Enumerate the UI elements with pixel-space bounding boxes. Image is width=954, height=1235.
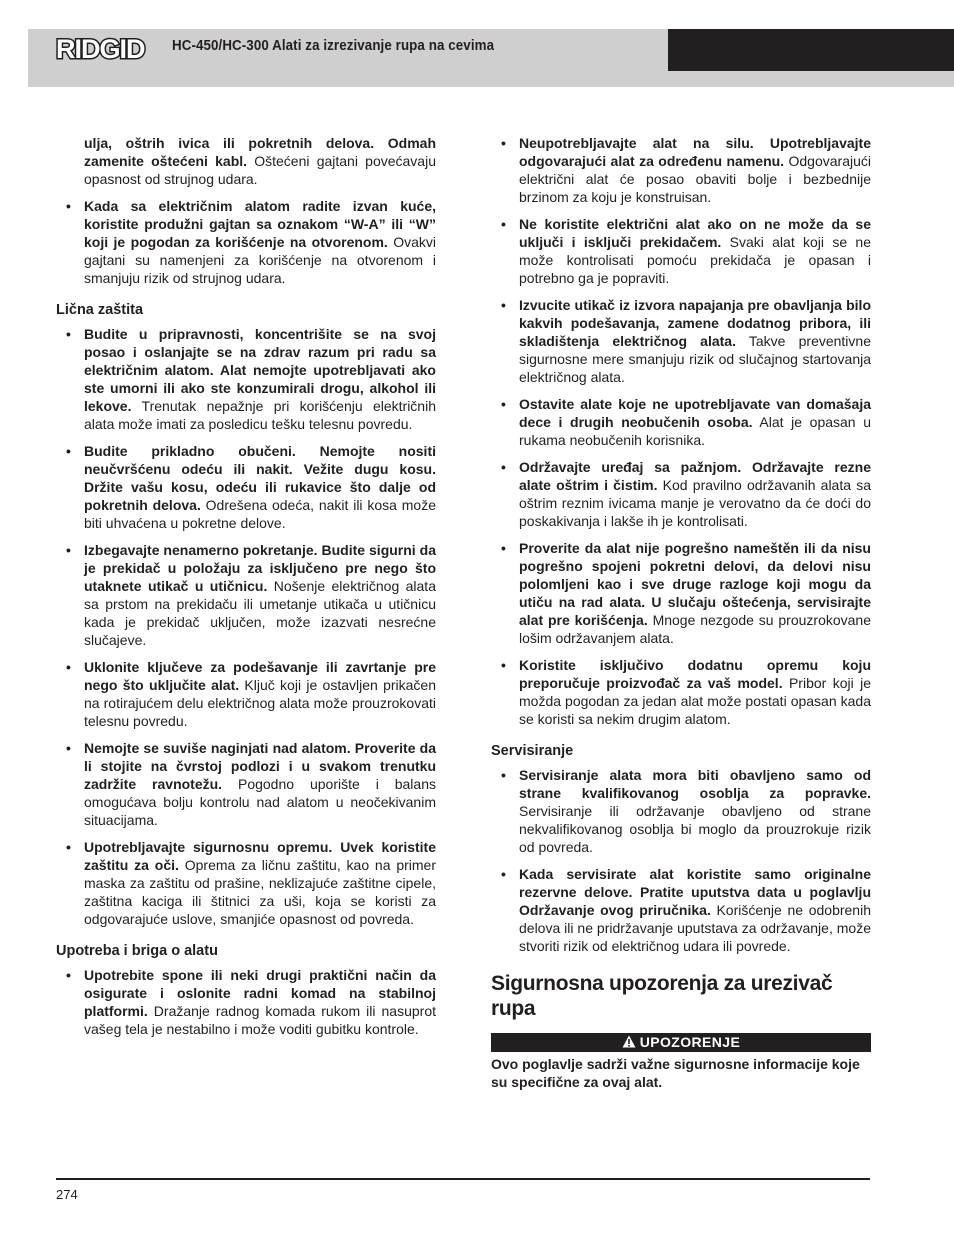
header-band-lower <box>28 71 954 87</box>
list-item: ulja, oštrih ivica ili pokretnih delova. Odmah zamenite oštećeni kabl. Oštećeni gajtani povećavaju opasnost od strujnog udara. <box>84 135 436 187</box>
list-item: • Kada servisirate alat koristite samo originalne rezervne delove. Pratite uputstva data u poglavlju Održavanje ovog priručnika. Korišćenje ne odobrenih delova ili ne pridržavanje uputstava za održavanje, može stvoriti rizik od električnog udara ili povrede. <box>491 865 871 955</box>
section-heading-licna-zastita: Lična zaštita <box>56 302 144 318</box>
warning-banner <box>491 1033 871 1052</box>
warning-text: Ovo poglavlje sadrži važne sigurnosne informacije koje su specifične za ovaj alat. <box>491 1056 860 1090</box>
list-item: • Proverite da alat nije pogrešno nameštěn ili da nisu pogrešno spojeni pokretni delovi, da delovi nisu polomljeni kao i sve druge razloge koji mogu da utiču na rad alata. U slučaju oštećenja, servisirajte alat pre korišćenja. Mnoge nezgode su prouzrokovane lošim održavanjem alata. <box>491 539 871 647</box>
left-column <box>56 134 436 1047</box>
ridgid-logo <box>54 33 158 65</box>
page-number: 274 <box>56 1187 78 1202</box>
svg-text:RIDGID: RIDGID <box>56 34 145 64</box>
footer-rule <box>56 1178 870 1180</box>
list-item: • Budite u pripravnosti, koncentrišite se na svoj posao i oslanjajte se na zdrav razum pri radu sa električnim alatom. Alat nemojte upotrebljavati ako ste umorni ili ako ste konzumirali drogu, alkohol ili lekove. Trenutak nepažnje pri korišćenju električnih alata može imati za posledicu tešku telesnu povredu. <box>56 325 436 433</box>
list-item: • Neupotrebljavajte alat na silu. Upotrebljavajte odgovarajući alat za određenu namenu. Odgovarajući električni alat će posao obaviti bolje i bezbednije brzinom za koju je konstruisan. <box>491 134 871 206</box>
list-item: • Upotrebljavajte sigurnosnu opremu. Uvek koristite zaštitu za oči. Oprema za ličnu zaštitu, kao na primer maska za zaštitu od prašine, neklizajuće zaštitne cipele, zaštitna kaciga ili štitnici za uši, koja se koristi za odgovarajuće uslove, smanjiće opasnost od povreda. <box>56 838 436 928</box>
list-item: • Servisiranje alata mora biti obavljeno samo od strane kvalifikovanog osoblja za popravke. Servisiranje ili održavanje obavljeno od strane nekvalifikovanog osoblja bi moglo da prouzrokuje rizik od povreda. <box>491 766 871 856</box>
list-item: • Ostavite alate koje ne upotrebljavate van domašaja dece i drugih neobučenih osoba. Alat je opasan u rukama neobučenih korisnika. <box>491 395 871 449</box>
warning-label: UPOZORENJE <box>639 1034 741 1050</box>
list-item: • Održavajte uređaj sa pažnjom. Održavajte rezne alate oštrim i čistim. Kod pravilno održavanih alata sa oštrim reznim ivicama manje je verovatno da će doći do poskakivanja i lakše ih je kontrolisati. <box>491 458 871 530</box>
header-black-block <box>668 29 954 71</box>
list-item: • Kada sa električnim alatom radite izvan kuće, koristite produžni gajtan sa oznakom “W-A” ili “W” koji je pogodan za korišćenje na otvorenom. Ovakvi gajtani su namenjeni za korišćenje na otvorenom i smanjuju rizik od strujnog udara. <box>56 197 436 287</box>
list-item: • Izbegavajte nenamerno pokretanje. Budite sigurni da je prekidač u položaju za isključeno pre nego što utaknete utikač u utičnicu. Nošenje električnog alata sa prstom na prekidaču ili umetanje utikača u utičnicu kada je prekidač uključen, može izazvati nesrećne slučajeve. <box>56 541 436 649</box>
list-item: • Ne koristite električni alat ako on ne može da se uključi i isključi prekidačem. Svaki alat koji se ne može kontrolisati pomoću prekidača je opasan i potrebno ga je popraviti. <box>491 215 871 287</box>
list-item: • Nemojte se suviše naginjati nad alatom. Proverite da li stojite na čvrstoj podlozi i u svakom trenutku zadržite ravnotežu. Pogodno uporište i balans omogućava bolju kontrolu nad alatom u neočekivanim situacijama. <box>56 739 436 829</box>
section-heading-upotreba: Upotreba i briga o alatu <box>56 943 218 959</box>
section-heading-servisiranje: Servisiranje <box>491 743 574 759</box>
warning-triangle-icon <box>622 1035 636 1048</box>
right-column <box>491 134 871 1091</box>
header-title: HC-450/HC-300 Alati za izrezivanje rupa na cevima <box>172 38 495 54</box>
list-item: • Uklonite ključeve za podešavanje ili zavrtanje pre nego što uključite alat. Ključ koji je ostavljen prikačen na rotirajućem delu električnog alata može prouzrokovati telesnu povredu. <box>56 658 436 730</box>
list-item: • Izvucite utikač iz izvora napajanja pre obavljanja bilo kakvih podešavanja, zamene dodatnog pribora, ili skladištenja električnog alata. Takve preventivne sigurnosne mere smanjuju rizik od slučajnog startovanja električnog alata. <box>491 296 871 386</box>
list-item: • Koristite isključivo dodatnu opremu koju preporučuje proizvođač za vaš model. Pribor koji je možda pogodan za jedan alat može postati opasan kada se koristi sa nekim drugim alatom. <box>491 656 871 728</box>
list-item: • Upotrebite spone ili neki drugi praktični način da osigurate i oslonite radni komad na stabilnoj platformi. Dražanje radnog komada rukom ili nasuprot vašeg tela je nestabilno i može voditi gubitku kontrole. <box>56 966 436 1038</box>
list-item: • Budite prikladno obučeni. Nemojte nositi neučvršćenu odeću ili nakit. Vežite dugu kosu. Držite vašu kosu, odeću ili rukavice što dalje od pokretnih delova. Odrešena odeća, nakit ili kosa može biti uhvaćena u pokretne delove. <box>56 442 436 532</box>
section-title: Sigurnosna upozorenja za urezivač rupa <box>491 972 833 1020</box>
